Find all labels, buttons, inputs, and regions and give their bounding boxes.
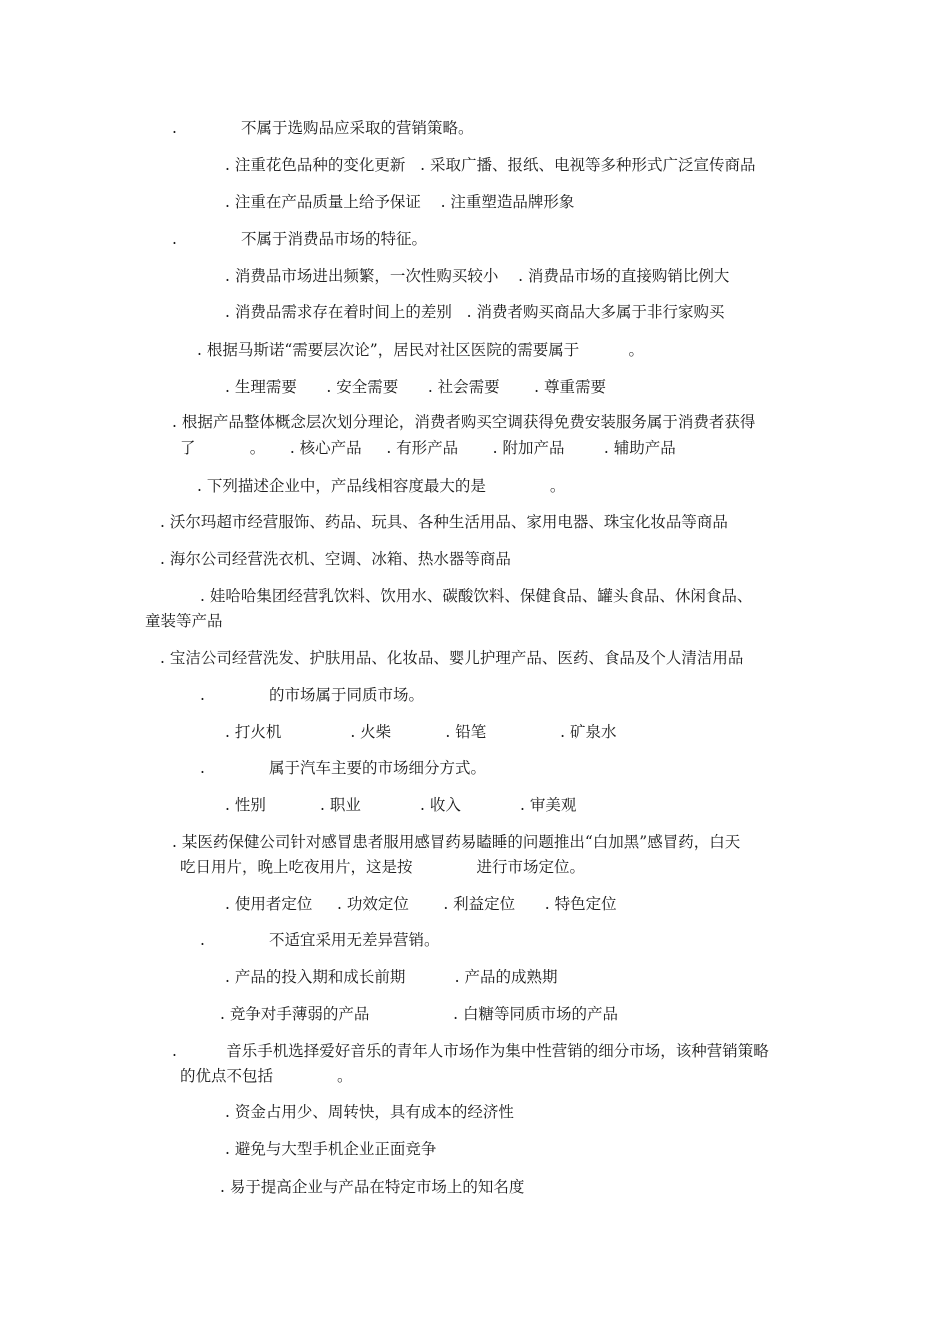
question-10-stem-cont: 的优点不包括 。 [180, 1067, 353, 1085]
question-1-options-ab: . 注重花色品种的变化更新 . 采取广播、报纸、电视等多种形式广泛宣传商品 [225, 156, 756, 174]
question-1-stem: . 不属于选购品应采取的营销策略。 [172, 119, 474, 137]
question-3-stem: . 根据马斯诺“需要层次论”，居民对社区医院的需要属于 。 [197, 341, 644, 359]
question-9-stem: . 不适宜采用无差异营销。 [200, 931, 440, 949]
question-4-stem-cont-options: 了 。 . 核心产品 . 有形产品 . 附加产品 . 辅助产品 [180, 439, 676, 457]
question-8-options: . 使用者定位 . 功效定位 . 利益定位 . 特色定位 [225, 895, 617, 913]
question-8-stem-cont: 吃日用片，晚上吃夜用片，这是按 进行市场定位。 [180, 858, 586, 876]
question-2-options-ab: . 消费品市场进出频繁，一次性购买较小 . 消费品市场的直接购销比例大 [225, 267, 730, 285]
question-5-stem: . 下列描述企业中，产品线相容度最大的是 。 [197, 477, 566, 495]
question-4-stem: . 根据产品整体概念层次划分理论，消费者购买空调获得免费安装服务属于消费者获得 [172, 413, 756, 431]
question-5-option-d: . 宝洁公司经营洗发、护肤用品、化妆品、婴儿护理产品、医药、食品及个人清洁用品 [160, 649, 744, 667]
question-3-options: . 生理需要 . 安全需要 . 社会需要 . 尊重需要 [225, 378, 607, 396]
question-10-option-c: . 易于提高企业与产品在特定市场上的知名度 [220, 1178, 525, 1196]
question-10-stem: . 音乐手机选择爱好音乐的青年人市场作为集中性营销的细分市场，该种营销策略 [172, 1042, 769, 1060]
question-7-stem: . 属于汽车主要的市场细分方式。 [200, 759, 486, 777]
question-1-options-cd: . 注重在产品质量上给予保证 . 注重塑造品牌形象 [225, 193, 575, 211]
question-10-option-b: . 避免与大型手机企业正面竞争 [225, 1140, 437, 1158]
question-10-option-a: . 资金占用少、周转快，具有成本的经济性 [225, 1103, 514, 1121]
question-8-stem: . 某医药保健公司针对感冒患者服用感冒药易瞌睡的问题推出“白加黑”感冒药，白天 [172, 833, 741, 851]
question-9-options-ab: . 产品的投入期和成长前期 . 产品的成熟期 [225, 968, 558, 986]
question-9-options-cd: . 竞争对手薄弱的产品 . 白糖等同质市场的产品 [220, 1005, 618, 1023]
question-5-option-c: . 娃哈哈集团经营乳饮料、饮用水、碳酸饮料、保健食品、罐头食品、休闲食品、 [200, 587, 753, 605]
question-6-options: . 打火机 . 火柴 . 铅笔 . 矿泉水 [225, 723, 617, 741]
question-2-options-cd: . 消费品需求存在着时间上的差别 . 消费者购买商品大多属于非行家购买 [225, 303, 725, 321]
question-5-option-b: . 海尔公司经营洗衣机、空调、冰箱、热水器等商品 [160, 550, 511, 568]
question-2-stem: . 不属于消费品市场的特征。 [172, 230, 427, 248]
question-6-stem: . 的市场属于同质市场。 [200, 686, 424, 704]
question-5-option-a: . 沃尔玛超市经营服饰、药品、玩具、各种生活用品、家用电器、珠宝化妆品等商品 [160, 513, 728, 531]
question-5-option-c-cont: 童装等产品 [145, 612, 223, 630]
question-7-options: . 性别 . 职业 . 收入 . 审美观 [225, 796, 577, 814]
